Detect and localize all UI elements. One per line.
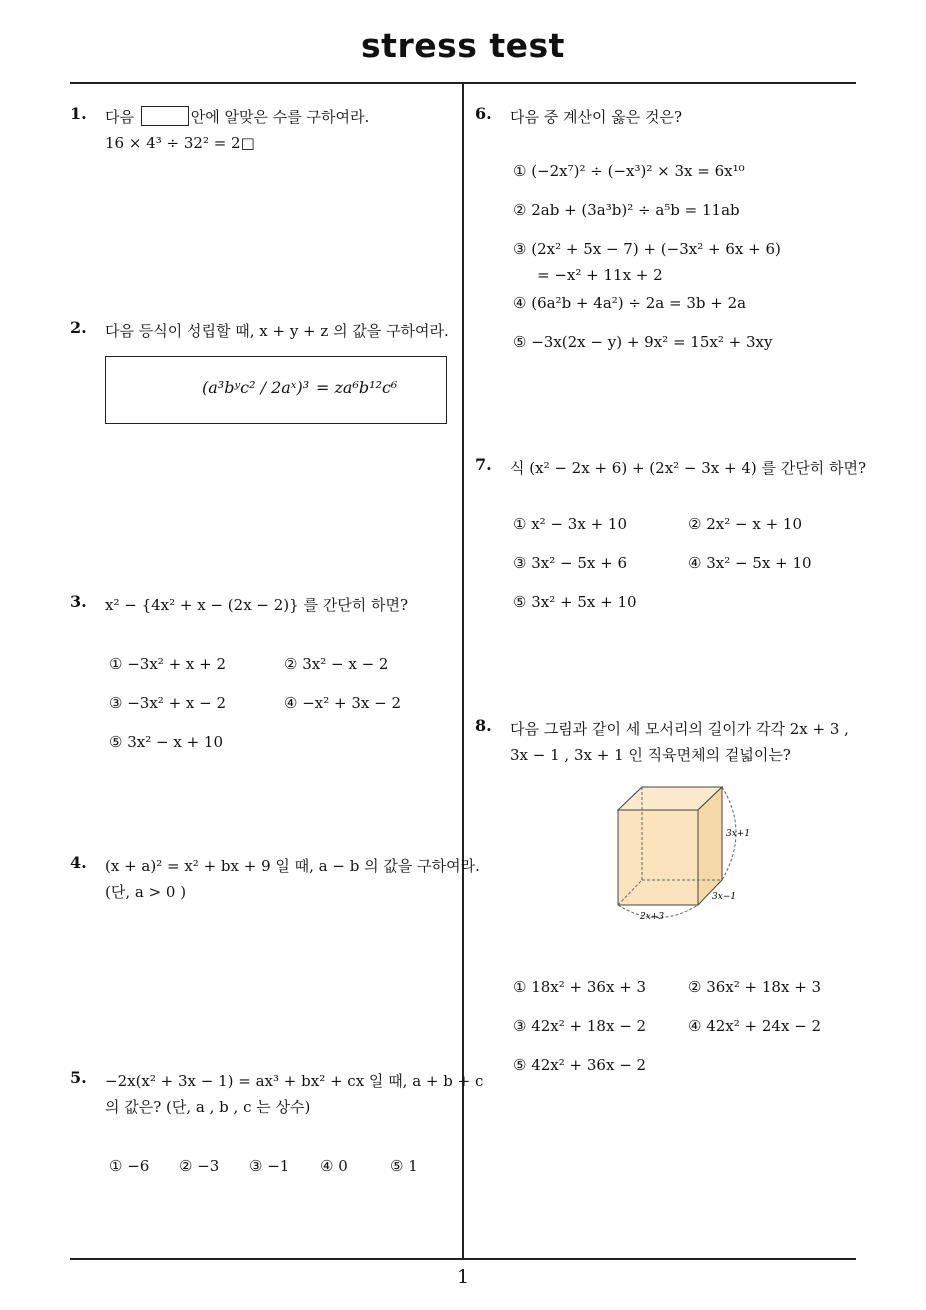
- question-number: 5.: [70, 1068, 87, 1087]
- cuboid-figure: [600, 780, 770, 925]
- bottom-rule: [70, 1258, 856, 1260]
- question-text: [105, 104, 369, 130]
- answer-blank-box: [141, 106, 189, 126]
- option-5[interactable]: ⑤ 3x² − x + 10: [109, 733, 223, 751]
- option-1[interactable]: ① −6: [109, 1157, 150, 1175]
- question-number: 8.: [475, 716, 492, 735]
- question-text-part: 안에 알맞은 수를 구하여라.: [190, 108, 370, 126]
- height-label: 3x+1: [726, 829, 751, 839]
- question-number: 3.: [70, 592, 87, 611]
- question-text-line2: 3x − 1 , 3x + 1 인 직육면체의 겉넓이는?: [510, 746, 791, 764]
- page-number: 1: [456, 1266, 470, 1288]
- option-3[interactable]: ③ 3x² − 5x + 6: [513, 554, 627, 572]
- equation-rhs: = za⁶b¹²c⁶: [316, 378, 398, 397]
- option-4[interactable]: ④ (6a²b + 4a²) ÷ 2a = 3b + 2a: [513, 294, 747, 312]
- question-text-condition: (단, a > 0 ): [105, 883, 187, 901]
- option-4[interactable]: ④ 42x² + 24x − 2: [688, 1017, 822, 1035]
- question-text: −2x(x² + 3x − 1) = ax³ + bx² + cx 일 때, a + b + c: [105, 1072, 484, 1090]
- option-1[interactable]: ① x² − 3x + 10: [513, 515, 627, 533]
- option-5[interactable]: ⑤ −3x(2x − y) + 9x² = 15x² + 3xy: [513, 333, 773, 351]
- question-text: 다음 그림과 같이 세 모서리의 길이가 각각 2x + 3 ,: [510, 720, 849, 738]
- question-number: 7.: [475, 455, 492, 474]
- option-5[interactable]: ⑤ 1: [390, 1157, 418, 1175]
- option-4[interactable]: ④ 3x² − 5x + 10: [688, 554, 812, 572]
- question-text-condition: 의 값은? (단, a , b , c 는 상수): [105, 1098, 311, 1116]
- question-expression: 16 × 4³ ÷ 32² = 2□: [105, 134, 255, 152]
- equation-box: [105, 356, 447, 424]
- option-1[interactable]: ① 18x² + 36x + 3: [513, 978, 647, 996]
- question-text: x² − {4x² + x − (2x − 2)} 를 간단히 하면?: [105, 596, 408, 614]
- question-text: (x + a)² = x² + bx + 9 일 때, a − b 의 값을 구하여라.: [105, 857, 480, 875]
- question-text: 다음 중 계산이 옳은 것은?: [510, 108, 683, 126]
- option-2[interactable]: ② 2ab + (3a³b)² ÷ a⁵b = 11ab: [513, 201, 740, 219]
- option-3[interactable]: ③ (2x² + 5x − 7) + (−3x² + 6x + 6): [513, 240, 781, 258]
- question-number: 2.: [70, 318, 87, 337]
- page-title: stress test: [361, 26, 565, 65]
- question-number: 6.: [475, 104, 492, 123]
- option-4[interactable]: ④ 0: [320, 1157, 348, 1175]
- option-5[interactable]: ⑤ 42x² + 36x − 2: [513, 1056, 647, 1074]
- question-text: 다음 등식이 성립할 때, x + y + z 의 값을 구하여라.: [105, 322, 449, 340]
- option-1[interactable]: ① (−2x⁷)² ÷ (−x³)² × 3x = 6x¹⁰: [513, 162, 745, 180]
- option-3[interactable]: ③ 42x² + 18x − 2: [513, 1017, 647, 1035]
- option-3-continuation: = −x² + 11x + 2: [537, 266, 663, 284]
- option-3[interactable]: ③ −1: [249, 1157, 290, 1175]
- option-2[interactable]: ② −3: [179, 1157, 220, 1175]
- depth-label: 3x−1: [712, 892, 737, 902]
- question-text-part: 다음: [105, 108, 134, 126]
- option-2[interactable]: ② 2x² − x + 10: [688, 515, 802, 533]
- option-1[interactable]: ① −3x² + x + 2: [109, 655, 227, 673]
- width-label: 2x+3: [640, 912, 665, 922]
- question-number: 1.: [70, 104, 87, 123]
- option-2[interactable]: ② 3x² − x − 2: [284, 655, 389, 673]
- question-text: 식 (x² − 2x + 6) + (2x² − 3x + 4) 를 간단히 하면?: [510, 459, 867, 477]
- option-2[interactable]: ② 36x² + 18x + 3: [688, 978, 822, 996]
- cuboid-front-face: [618, 810, 698, 905]
- equation-lhs: (a³bʸc² / 2aˣ)³: [202, 378, 310, 397]
- option-5[interactable]: ⑤ 3x² + 5x + 10: [513, 593, 637, 611]
- option-4[interactable]: ④ −x² + 3x − 2: [284, 694, 402, 712]
- question-number: 4.: [70, 853, 87, 872]
- option-3[interactable]: ③ −3x² + x − 2: [109, 694, 227, 712]
